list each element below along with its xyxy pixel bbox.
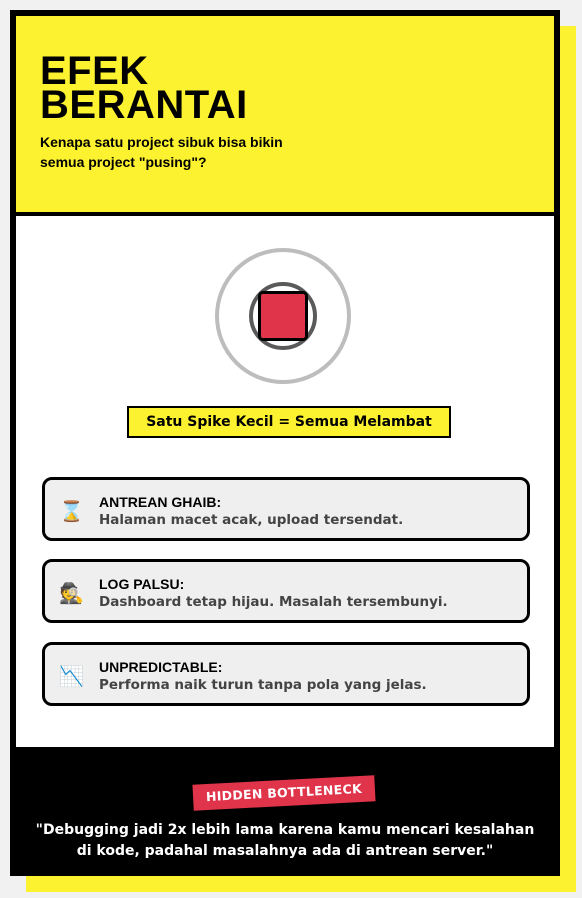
title-line-2: BERANTAI	[40, 83, 248, 127]
issue-description: Performa naik turun tanpa pola yang jelas.	[99, 677, 427, 693]
issue-heading: ANTREAN GHAIB:	[99, 494, 222, 510]
issue-description: Dashboard tetap hijau. Masalah tersembunyi.	[99, 594, 448, 610]
hidden-bottleneck-badge: HIDDEN BOTTLENECK	[192, 775, 375, 810]
spike-label: Satu Spike Kecil = Semua Melambat	[127, 406, 451, 438]
header-panel	[16, 16, 554, 212]
issue-heading: LOG PALSU:	[99, 576, 185, 592]
footer-quote	[30, 820, 540, 862]
issue-heading: UNPREDICTABLE:	[99, 659, 223, 675]
issue-card-log-palsu	[42, 559, 530, 623]
title-line-1: EFEK	[40, 49, 149, 93]
page-subtitle	[40, 132, 340, 172]
page-title	[40, 49, 400, 127]
chart-decreasing-icon: 📉	[59, 664, 84, 688]
quote-line-1: "Debugging jadi 2x lebih lama karena kamu mencari kesalahan	[35, 822, 535, 838]
issue-card-antrean-ghaib	[42, 477, 530, 541]
spike-square-icon	[258, 291, 308, 341]
hourglass-icon: ⌛	[59, 499, 84, 523]
issue-card-unpredictable	[42, 642, 530, 706]
infographic-card	[10, 10, 560, 876]
detective-icon: 🕵	[59, 581, 84, 605]
issue-description: Halaman macet acak, upload tersendat.	[99, 512, 404, 528]
footer-panel	[10, 747, 560, 876]
subtitle-line-1: Kenapa satu project sibuk bisa bikin	[40, 134, 283, 150]
quote-line-2: di kode, padahal masalahnya ada di antrean server."	[76, 843, 494, 859]
subtitle-line-2: semua project "pusing"?	[40, 154, 207, 170]
main-panel	[16, 216, 554, 747]
